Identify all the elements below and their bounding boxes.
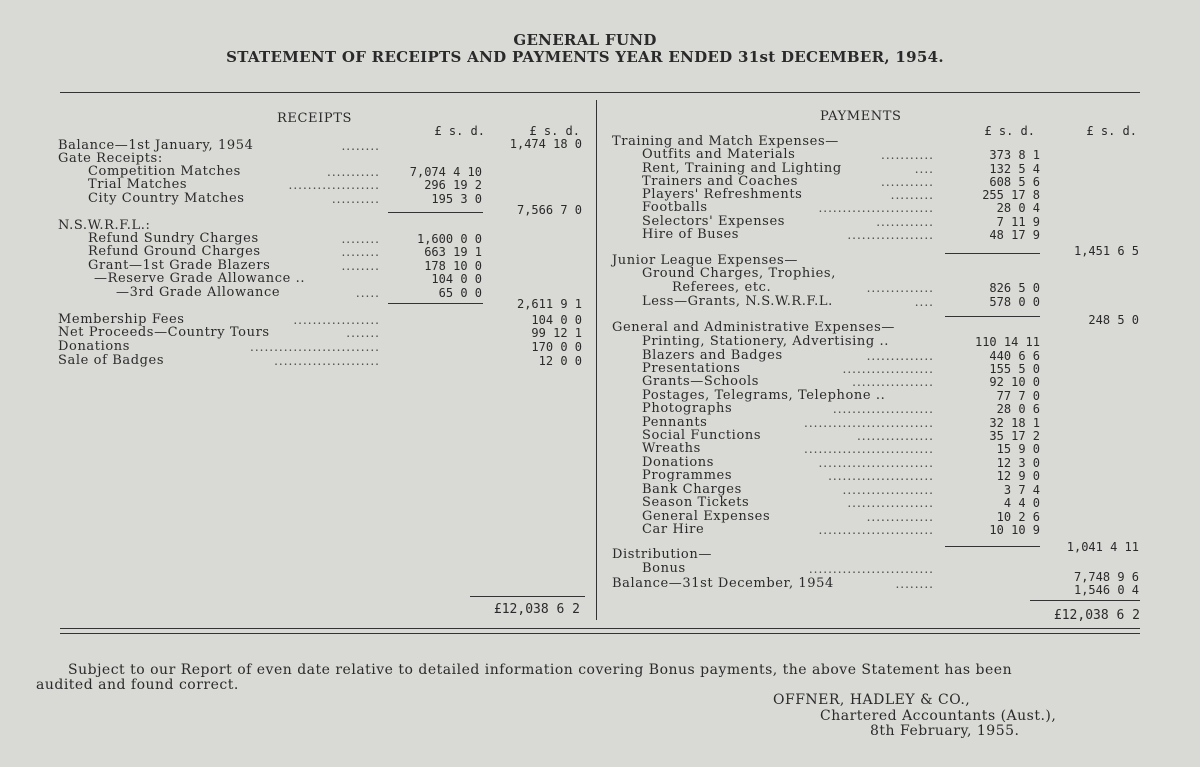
payments-leader-dots: ..............: [866, 281, 934, 295]
payments-leader-dots: ...................: [842, 483, 934, 497]
payments-leader-dots: ....: [914, 162, 934, 176]
payments-line-label: Players' Refreshments: [642, 187, 803, 202]
receipts-amount-col-1: 65 0 0: [438, 286, 482, 300]
receipts-amount-col-1: 195 3 0: [431, 192, 482, 206]
payments-amount-col-1: 3 7 4: [1003, 483, 1040, 497]
receipts-leader-dots: ...........: [327, 165, 380, 179]
receipts-leader-dots: ...................: [288, 178, 380, 192]
payments-leader-dots: ..............: [866, 349, 934, 363]
payments-line-label: Training and Match Expenses—: [612, 134, 839, 149]
column-divider: [596, 100, 597, 620]
receipts-line-label: Balance—1st January, 1954: [58, 138, 254, 153]
receipts-leader-dots: ..................: [293, 313, 380, 327]
payments-amount-col-1: 132 5 4: [989, 162, 1040, 176]
receipts-amount-col-1: 663 19 1: [424, 245, 482, 259]
payments-amount-col-1: 10 10 9: [989, 523, 1040, 537]
payments-line-label: Season Tickets: [642, 495, 750, 510]
bottom-rule-1: [60, 628, 1140, 629]
payments-line-label: Bonus: [642, 561, 686, 576]
auditor-title: Chartered Accountants (Aust.),: [820, 708, 1057, 724]
payments-amount-col-2: 1,041 4 11: [1066, 540, 1139, 554]
receipts-line-label: N.S.W.R.F.L.:: [58, 218, 151, 233]
payments-line-label: Referees, etc.: [672, 280, 772, 295]
receipts-line-label: Refund Sundry Charges: [88, 231, 259, 246]
receipts-leader-dots: .....: [355, 286, 380, 300]
receipts-amount-col-2: 7,566 7 0: [516, 203, 582, 217]
payments-line-label: Ground Charges, Trophies,: [642, 266, 836, 281]
payments-amount-col-1: 255 17 8: [982, 188, 1040, 202]
audit-note-line-2: audited and found correct.: [36, 677, 239, 693]
bottom-rule-2: [60, 633, 1140, 634]
payments-col-head-2: £ s. d.: [1086, 124, 1137, 138]
payments-line-label: Presentations: [642, 361, 741, 376]
payments-line-label: General and Administrative Expenses—: [612, 320, 895, 335]
payments-amount-col-1: 110 14 11: [974, 335, 1040, 349]
receipts-line-label: Trial Matches: [88, 177, 188, 192]
payments-leader-dots: .................: [852, 375, 934, 389]
auditor-firm: OFFNER, HADLEY & CO.,: [773, 692, 971, 708]
receipts-line-label: Net Proceeds—Country Tours: [58, 325, 270, 340]
receipts-line-label: Donations: [58, 339, 131, 354]
payments-leader-dots: ..........................: [808, 562, 934, 576]
payments-line-label: Distribution—: [612, 547, 712, 562]
payments-line-label: Postages, Telegrams, Telephone ..: [642, 388, 886, 403]
receipts-line-label: —Reserve Grade Allowance ..: [94, 271, 306, 286]
payments-sub-rule-2: [945, 316, 1040, 317]
receipts-leader-dots: ........: [341, 245, 380, 259]
receipts-amount-col-1: 104 0 0: [431, 272, 482, 286]
payments-leader-dots: ........................: [818, 201, 934, 215]
payments-leader-dots: ........................: [818, 523, 934, 537]
payments-amount-col-2: 7,748 9 6: [1073, 570, 1139, 584]
payments-leader-dots: ................: [856, 429, 934, 443]
payments-leader-dots: ...........................: [804, 416, 934, 430]
payments-line-label: Wreaths: [642, 441, 701, 456]
payments-line-label: Selectors' Expenses: [642, 214, 786, 229]
receipts-leader-dots: ........: [341, 232, 380, 246]
payments-amount-col-1: 7 11 9: [996, 215, 1040, 229]
payments-line-label: Car Hire: [642, 522, 705, 537]
payments-line-label: Footballs: [642, 200, 708, 215]
payments-amount-col-1: 10 2 6: [996, 510, 1040, 524]
payments-total-rule: [1030, 600, 1140, 601]
fund-title: GENERAL FUND: [513, 31, 657, 49]
payments-amount-col-1: 35 17 2: [989, 429, 1040, 443]
payments-line-label: Donations: [642, 455, 715, 470]
payments-line-label: Junior League Expenses—: [612, 253, 798, 268]
payments-heading: PAYMENTS: [820, 109, 902, 124]
payments-line-label: Social Functions: [642, 428, 762, 443]
receipts-line-label: Refund Ground Charges: [88, 244, 261, 259]
receipts-amount-col-1: 7,074 4 10: [409, 165, 482, 179]
payments-line-label: Rent, Training and Lighting: [642, 161, 842, 176]
payments-leader-dots: ...................: [842, 362, 934, 376]
payments-line-label: Outfits and Materials: [642, 147, 796, 162]
receipts-total-rule: [470, 596, 585, 597]
receipts-leader-dots: ........: [341, 259, 380, 273]
receipts-total: £12,038 6 2: [493, 602, 580, 617]
receipts-leader-dots: ...........................: [250, 340, 380, 354]
payments-col-head-1: £ s. d.: [984, 124, 1035, 138]
payments-amount-col-2: 1,451 6 5: [1073, 244, 1139, 258]
receipts-amount-col-2: 1,474 18 0: [509, 137, 582, 151]
receipts-col-head-2: £ s. d.: [529, 124, 580, 138]
payments-amount-col-1: 12 3 0: [996, 456, 1040, 470]
payments-amount-col-1: 48 17 9: [989, 228, 1040, 242]
payments-leader-dots: ..............: [866, 510, 934, 524]
payments-amount-col-1: 826 5 0: [989, 281, 1040, 295]
payments-leader-dots: .........: [890, 188, 934, 202]
payments-amount-col-1: 32 18 1: [989, 416, 1040, 430]
payments-leader-dots: ........................: [818, 456, 934, 470]
payments-line-label: Bank Charges: [642, 482, 742, 497]
payments-leader-dots: ...........: [881, 175, 934, 189]
receipts-amount-col-2: 2,611 9 1: [516, 297, 582, 311]
payments-total: £12,038 6 2: [1053, 608, 1140, 623]
receipts-line-label: City Country Matches: [88, 191, 245, 206]
payments-amount-col-1: 440 6 6: [989, 349, 1040, 363]
payments-leader-dots: ...........................: [804, 442, 934, 456]
payments-leader-dots: ....: [914, 295, 934, 309]
receipts-amount-col-1: 296 19 2: [424, 178, 482, 192]
payments-amount-col-1: 28 0 4: [996, 201, 1040, 215]
receipts-line-label: Gate Receipts:: [58, 151, 163, 166]
receipts-line-label: Competition Matches: [88, 164, 241, 179]
payments-leader-dots: ..................: [847, 228, 934, 242]
payments-line-label: Less—Grants, N.S.W.R.F.L.: [642, 294, 833, 309]
payments-line-label: Blazers and Badges: [642, 348, 783, 363]
receipts-line-label: Grant—1st Grade Blazers: [88, 258, 271, 273]
payments-amount-col-1: 155 5 0: [989, 362, 1040, 376]
receipts-amount-col-1: 178 10 0: [424, 259, 482, 273]
receipts-line-label: Membership Fees: [58, 312, 185, 327]
receipts-leader-dots: .......: [346, 326, 380, 340]
receipts-leader-dots: ......................: [274, 354, 380, 368]
receipts-amount-col-2: 99 12 1: [531, 326, 582, 340]
statement-title: STATEMENT OF RECEIPTS AND PAYMENTS YEAR ENDED 31st DECEMBER, 1954.: [226, 48, 944, 66]
payments-line-label: Trainers and Coaches: [642, 174, 798, 189]
payments-amount-col-1: 578 0 0: [989, 295, 1040, 309]
payments-leader-dots: ...........: [881, 148, 934, 162]
payments-line-label: Balance—31st December, 1954: [612, 576, 834, 591]
receipts-amount-col-2: 170 0 0: [531, 340, 582, 354]
receipts-amount-col-2: 104 0 0: [531, 313, 582, 327]
receipts-leader-dots: ........: [341, 139, 380, 153]
payments-line-label: General Expenses: [642, 509, 771, 524]
receipts-amount-col-1: 1,600 0 0: [416, 232, 482, 246]
payments-amount-col-1: 608 5 6: [989, 175, 1040, 189]
payments-amount-col-2: 1,546 0 4: [1073, 583, 1139, 597]
payments-amount-col-1: 4 4 0: [1003, 496, 1040, 510]
payments-line-label: Printing, Stationery, Advertising ..: [642, 334, 889, 349]
payments-line-label: Photographs: [642, 401, 733, 416]
payments-amount-col-2: 248 5 0: [1088, 313, 1139, 327]
payments-line-label: Programmes: [642, 468, 733, 483]
payments-leader-dots: ........: [895, 577, 934, 591]
payments-sub-rule-3: [945, 546, 1040, 547]
payments-leader-dots: ..................: [847, 496, 934, 510]
payments-leader-dots: .....................: [832, 402, 934, 416]
top-rule: [60, 92, 1140, 93]
receipts-line-label: —3rd Grade Allowance: [116, 285, 281, 300]
payments-amount-col-1: 12 9 0: [996, 469, 1040, 483]
receipts-heading: RECEIPTS: [277, 111, 352, 126]
receipts-col-head-1: £ s. d.: [434, 124, 485, 138]
payments-leader-dots: ............: [876, 215, 934, 229]
receipts-amount-col-2: 12 0 0: [538, 354, 582, 368]
receipts-line-label: Sale of Badges: [58, 353, 165, 368]
payments-line-label: Hire of Buses: [642, 227, 740, 242]
payments-amount-col-1: 28 0 6: [996, 402, 1040, 416]
payments-amount-col-1: 92 10 0: [989, 375, 1040, 389]
receipts-leader-dots: ..........: [331, 192, 380, 206]
payments-amount-col-1: 15 9 0: [996, 442, 1040, 456]
payments-amount-col-1: 373 8 1: [989, 148, 1040, 162]
audit-note-line-1: Subject to our Report of even date relative to detailed information covering Bonus payments, the above Statement has been: [68, 662, 1013, 678]
payments-leader-dots: ......................: [828, 469, 934, 483]
payments-sub-rule-1: [945, 253, 1040, 254]
payments-amount-col-1: 77 7 0: [996, 389, 1040, 403]
audit-date: 8th February, 1955.: [870, 723, 1020, 739]
payments-line-label: Grants—Schools: [642, 374, 760, 389]
receipts-sub-rule-2: [388, 303, 483, 304]
receipts-sub-rule-1: [388, 212, 483, 213]
payments-line-label: Pennants: [642, 415, 708, 430]
